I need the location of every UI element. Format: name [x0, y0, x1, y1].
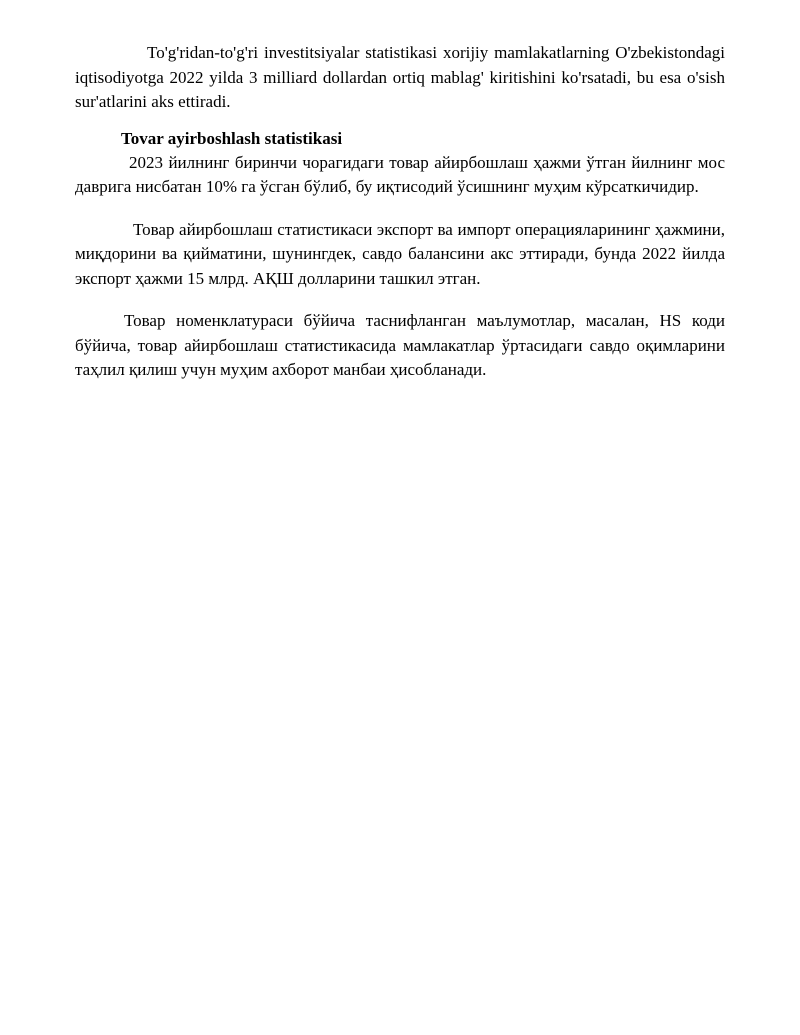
section-heading: Tovar ayirboshlash statistikasi — [121, 128, 343, 148]
document-page — [75, 41, 725, 383]
paragraph-investment-statistics: To'g'ridan-to'g'ri investitsiyalar statistikasi xorijiy mamlakatlarning O'zbekistondagi iqtisodiyotga 2022 yilda 3 milliard dollardan ortiq mablag' kiritishini ko'rsatadi, bu esa o'sish sur'atlarini aks ettiradi. — [75, 43, 725, 111]
paragraph-trade-statistics-scope: Товар айирбошлаш статистикаси экспорт ва импорт операцияларининг ҳажмини, миқдорини ва қийматини, шунингдек, савдо балансини акс эттиради, бунда 2022 йилда экспорт ҳажми 15 млрд. АҚШ долларини ташкил этган. — [75, 219, 725, 288]
paragraph-commodity-nomenclature: Товар номенклатураси бўйича таснифланган маълумотлар, масалан, HS коди бўйича, товар айирбошлаш статистикасида мамлакатлар ўртасидаги савдо оқимларини таҳлил қилиш учун муҳим ахборот манбаи ҳисобланади. — [75, 311, 725, 379]
paragraph-trade-growth: 2023 йилнинг биринчи чорагидаги товар айирбошлаш ҳажми ўтган йилнинг мос даврига нисбатан 10% га ўсган бўлиб, бу иқтисодий ўсишнинг муҳим кўрсаткичидир. — [75, 152, 725, 196]
